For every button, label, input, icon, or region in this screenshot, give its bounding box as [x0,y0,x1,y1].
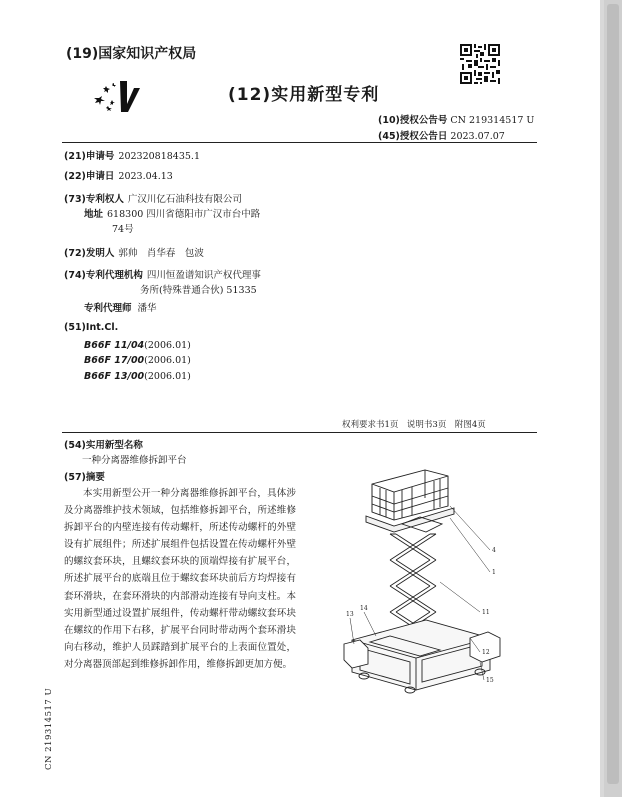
abstract-label: (57)摘要 [64,472,105,483]
callout-14: 14 [360,605,368,612]
callout-11: 11 [482,609,490,616]
callout-4: 4 [492,547,496,554]
callout-12: 12 [482,649,490,656]
patent-agent: 专利代理师 潘华 [84,303,157,314]
ipc-label: (51)Int.Cl. [64,322,119,333]
ipc-class-1: B66F 11/04(2006.01) [84,340,191,351]
header-divider [62,142,537,143]
inventors: (72)发明人 郭帅 肖华春 包波 [64,248,204,259]
abstract-text: 本实用新型公开一种分离器维修拆卸平台，具体涉及分离器维护技术领域，包括维修拆卸平台，所述维修拆卸平台的内壁连接有传动螺杆，所述传动螺杆的外壁设有扩展组件；所述扩展组件包括设置在传动螺杆外壁的螺纹套环块，且螺纹套环块的顶端焊接有扩展平台，所述扩展平台的底端且位于螺纹套环块前后方均焊接有套环滑块，在套环滑块的内部滑动连接有导向支柱。本实用新型通过设置扩展组件，传动螺杆带动螺纹套环块在螺纹的作用下右移，扩展平台同时带动两个套环滑块向右移动，维护人员踩踏到扩展平台的上表面位置处，对分离器顶部起到维修拆卸作用，维修拆卸更加方便。 [64,488,296,670]
callout-15: 15 [486,677,494,684]
page-counts: 权利要求书1页 说明书3页 附图4页 [342,420,486,430]
callout-13: 13 [346,611,354,618]
document-type-title: (12)实用新型专利 [228,85,380,105]
section-divider [62,432,537,433]
qr-code-icon [460,44,500,84]
ipc-class-2: B66F 17/00(2006.01) [84,355,191,366]
vertical-scrollbar[interactable] [604,0,622,797]
publication-date: (45)授权公告日 2023.07.07 [378,131,505,142]
cnipa-logo-icon [90,78,146,116]
patentee: (73)专利权人 广汉川亿石油科技有限公司 [64,194,242,205]
patent-drawing [330,462,520,702]
title-label: (54)实用新型名称 [64,440,143,451]
patent-office-title: (19)国家知识产权局 [66,46,197,62]
scrollbar-thumb[interactable] [607,4,619,784]
application-date: (22)申请日 2023.04.13 [64,171,173,182]
ipc-class-3: B66F 13/00(2006.01) [84,371,191,382]
patent-agency-continued: 务所(特殊普通合伙) 51335 [140,285,257,296]
side-publication-id: CN 219314517 U [44,687,54,770]
application-number: (21)申请号 202320818435.1 [64,151,201,162]
publication-number: (10)授权公告号 CN 219314517 U [378,115,535,126]
address-continued: 74号 [112,224,134,235]
utility-model-title: 一种分离器维修拆卸平台 [82,455,187,466]
patent-agency: (74)专利代理机构 四川恒盈谱知识产权代理事 [64,270,261,281]
callout-1: 1 [492,569,496,576]
address: 地址 618300 四川省德阳市广汉市台中路 [84,209,261,220]
